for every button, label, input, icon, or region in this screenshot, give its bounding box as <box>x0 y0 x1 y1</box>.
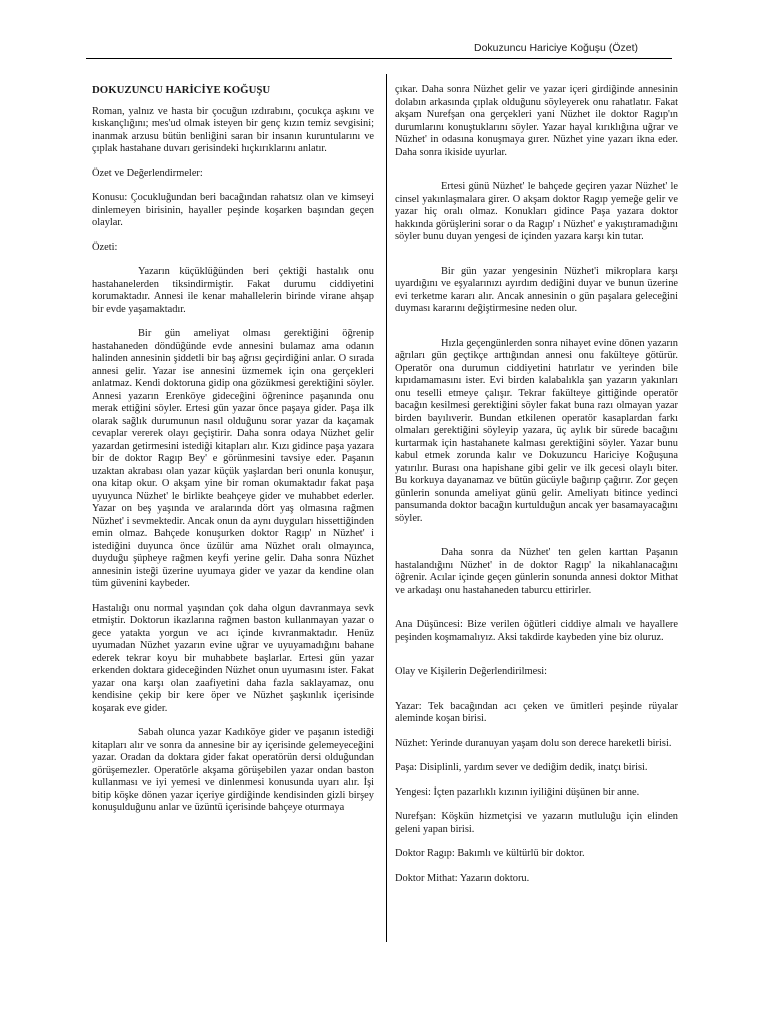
right-column <box>395 84 678 897</box>
header-divider <box>86 58 672 59</box>
summary-paragraph-5: çıkar. Daha sonra Nüzhet gelir ve yazar içeri girdiğinde annesinin dolabın arkasında çıplak olduğunu söyleyerek onu rahatlatır. Fakat akşam Nurefşan ona gerçekleri yani Nüzhet ile doktor Ragıp'ın durumlarını konuştuklarını söyler. Yazar hayal kırıklığına uğrar ve Nüzhet' in odasına konuşmaya gırer. Nüzhet yine yazarı ikna eder. Daha sonra ikiside uyurlar. <box>395 84 678 158</box>
document-title: DOKUZUNCU HARİCİYE KOĞUŞU <box>92 84 271 96</box>
ozeti-label: Özeti: <box>92 241 118 253</box>
character-pasa: Paşa: Disiplinli, yardım sever ve dediğim dedik, inatçı birisi. <box>395 762 648 773</box>
summary-paragraph-1: Yazarın küçüklüğünden beri çektiği hastalık onu hastahanelerden tiksindirmiştir. Fakat durumu ciddiyetini korumaktadır. Annesi ile kenar mahallelerin birinde virane ahşap bir evde yaşamaktadır. <box>92 266 374 315</box>
character-nuzhet: Nüzhet: Yerinde duranuyan yaşam dolu son derece hareketli birisi. <box>395 737 672 749</box>
ana-dusunce-paragraph: Ana Düşüncesi: Bize verilen öğütleri ciddiye almalı ve hayallere peşinden koşmamalıyız. Aksi takdirde kaybeden yine biz oluruz. <box>395 619 678 643</box>
character-yazar: Yazar: Tek bacağından acı çeken ve ümitleri peşinde rüyalar aleminde koşan birisi. <box>395 700 678 724</box>
intro-paragraph: Roman, yalnız ve hasta bir çocuğun ızdırabını, çocukça aşkını ve kıskançlığını; mes'ud olmak isteyen bir genç kızın temiz sevgisini; inanmak arzusu bütün benliğini saran bir insanın kuruntularını ve çıplak hastahane duvarı gerisindeki hıçkırıklarını anlatır. <box>92 105 374 154</box>
summary-paragraph-6: Ertesi günü Nüzhet' le bahçede geçiren yazar Nüzhet' le cinsel yakınlaşmalara girer. O akşam doktor Ragıp yemeğe gelir ve yazar hiç oralı olmaz. Konukları gidince Paşa yazara doktor hakkında görüşlerini sorar o da Ragıp' ı Nüzhet' e yakıştıramadığını söyler bunu duyan yengesi de içinden yazara karşı kin tutar. <box>395 181 678 242</box>
character-nurefsan: Nurefşan: Köşkün hizmetçisi ve yazarın mutluluğu için elinden geleni yapan birisi. <box>395 811 678 835</box>
character-doktor-mithat: Doktor Mithat: Yazarın doktoru. <box>395 872 530 884</box>
running-header: Dokuzuncu Hariciye Koğuşu (Özet) <box>474 42 638 54</box>
ozet-label: Özet ve Değerlendirmeler: <box>92 167 203 179</box>
character-yengesi: Yengesi: İçten pazarlıklı kızının iyiliğini düşünen bir anne. <box>395 786 640 798</box>
konusu-paragraph: Konusu: Çocukluğundan beri bacağından rahatsız olan ve kimseyi dinlemeyen birisinin, hayaller peşinde koşarken başından geçen olaylar. <box>92 192 374 228</box>
character-doktor-ragip: Doktor Ragıp: Bakımlı ve kültürlü bir doktor. <box>395 848 585 859</box>
summary-paragraph-9: Daha sonra da Nüzhet' ten gelen karttan Paşanın hastalandığını Nüzhet' in de doktor Ragıp' la nikahlanacağını öğrenir. Acılar içinde geçen günlerin sonunda annesi doktor Mithat ve arkadaşı onu hastahaneden taburcu ettirirler. <box>395 547 678 596</box>
summary-paragraph-3: Hastalığı onu normal yaşından çok daha olgun davranmaya sevk etmiştir. Doktorun ikazlarına rağmen baston kullanmayan yazar o gece yatakta yorgun ve acı içinde kıvranmaktadır. Henüz uyumadan Nüzhet yazarın evine uğrar ve uyuyamadığını bahane ederek tekrar koyu bir muhabbete başlarlar. Ertesi gün yazar erkenden doktara gideceğinden Nüzhet onun uyumasını ister. Fakat yazar ona karşı olan zaafiyetini daha fazla saklayamaz, onu kendisine çekip bir kere öper ve Nüzhet şaşkınlık içerisinde koşarak eve gider. <box>92 602 374 714</box>
summary-paragraph-7: Bir gün yazar yengesinin Nüzhet'i mikroplara karşı uyardığını ve eşyalarınızı ayırdım dediğini duyar ve bunun üzerine evi terketme kararı alır. Ancak annesinin o gün paşalara geleceğini duyması kararını değiştirmesine neden olur. <box>395 265 678 314</box>
summary-paragraph-8: Hızla geçengünlerden sonra nihayet evine dönen yazarın ağrıları gün geçtikçe arttığından annesi onu fakülteye götürür. Operatör ona durumun ciddiyetini hatırlatır ve yerinden bile kıpıdamamasını ister. Evi birden kalabalıkla şan yazarın yakınları onu teselli etmeye çalışır. Tekrar fakülteye gittiğinde operatör bacağın kesilmesi gerektiğini söyler fakat buna razı olmayan yazar birden bayılıverir. Bundan etkilenen operatör kasaplardan farkı olmaları gerektiğini söyleyip yazara, üç aylık bir sürede bacağını kurtarmak için hastahanete kalması gerektiğini söyler. Yazar bunu kabul etmek zorunda kalır ve Dokuzuncu Hariciye Koğuşuna yatırılır. Burası ona hapishane gibi gelir ve ilk gecesi olaylı biter. Bu korkuya dayanamaz ve bütün gücüyle bağırıp çağırır. Zor geçen günlerin sonunda ameliyat günü gelir. Ameliyatı bitince yedinci pansumanda doktor bacağın kurtulduğun ancak yer basamayacağını söyler. <box>395 337 678 524</box>
summary-paragraph-4: Sabah olunca yazar Kadıköye gider ve paşanın istediği kitapları alır ve sonra da annesine bir ay içerisinde gelemeyeceğini yazar. Oradan da doktara gider fakat operatörün dersi olduğundan görüşemezler. Operatörle akşama görüşebilen yazar ondan baston kullanması ve iyi yemesi ve dinlenmesi konusunda uyarı alır. İşi bitip köşke dönen yazar içeriye girdiğinde kendisinden gizli birşey konuşulduğunu anlar ve üzüntü içerisinde bahçeye oturmaya <box>92 727 374 813</box>
summary-paragraph-2: Bir gün ameliyat olması gerektiğini öğrenip hastahaneden döndüğünde evde annesini bulamaz ama odanın halinden annesinin şiddetli bir baş ağrısı geçirdiğini anlar. O sırada annesi gelir. Yazar ise annesini üzmemek için ona gerçekleri anlatmaz. Kendi doktoruna gidip ona gözükmesi gerektiğini söyler. Annesi yazarın Erenköye gideceğini öğrenince paşanında onu merak ettiğini söyler. Ertesi gün yazar önce paşaya gider. Paşa ilk olarak sağlık durumunun nasıl olduğunu sorar yazar da kaçamak cevaplar vererek olayı geçiştirir. Daha sonra odaya Nüzhet gelir yazardan getirmesini istediği kitapları alır. Kızı gidince paşa yazara bir de doktor Ragıp Bey' e görünmesini tavsiye eder. Paşanın uzaktan akrabası olan yazar küçük yaşlardan beri onunla konuşur, ona kitap okur. O akşam yine bir roman okumaktadır fakat paşa uyuyunca Nüzhet' le birlikte beahçeye gider ve muhabbet ederler. Yazar on beş yaşında ve aralarında dört yaş olmasına rağmen Nüzhet' i sevmektedir. Ancak onun da aynı duyguları hissettiğinden emin olmaz. Bahçede konuşurken doktor Ragıp' ın Nüzhet' i istediğini duyunca önce üzülür ama Nüzhet oralı olmayınca, duyduğu şüpheye rağmen keyfi yerine gelir. Daha sonra Nüzhet annesinin isteği üzerine uyumaya gider ve yazar da kendine olan tüm güvenini kaybeder. <box>92 328 374 589</box>
column-divider <box>386 74 387 942</box>
olay-label: Olay ve Kişilerin Değerlendirilmesi: <box>395 666 548 677</box>
left-column <box>92 84 374 827</box>
